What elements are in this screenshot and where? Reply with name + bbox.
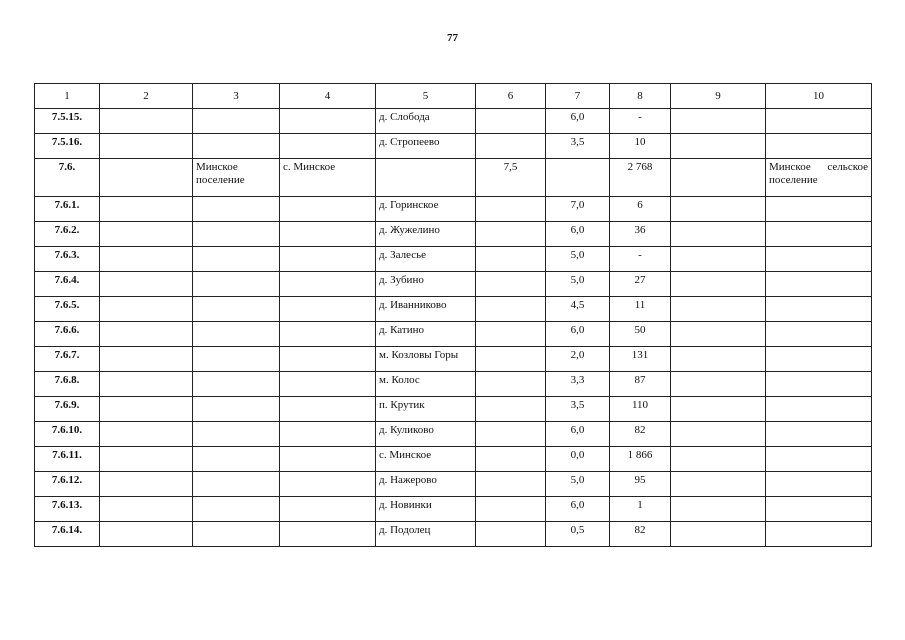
table-cell-c8: 36 <box>610 222 671 247</box>
column-header: 1 <box>35 84 100 109</box>
table-cell-c6 <box>476 397 546 422</box>
table-cell-c2 <box>100 109 193 134</box>
table-cell-c10 <box>766 272 872 297</box>
table-cell-c9 <box>671 522 766 547</box>
table-cell-c6 <box>476 222 546 247</box>
table-row <box>35 397 872 422</box>
table-cell-c1: 7.6.13. <box>35 497 100 522</box>
settlements-table <box>34 83 872 547</box>
table-cell-c1: 7.6.9. <box>35 397 100 422</box>
table-cell-c1: 7.6.7. <box>35 347 100 372</box>
table-cell-c9 <box>671 322 766 347</box>
table-cell-c8: 87 <box>610 372 671 397</box>
table-row <box>35 497 872 522</box>
table-cell-c4 <box>280 247 376 272</box>
table-cell-c5: м. Козловы Горы <box>376 347 476 372</box>
table-row <box>35 297 872 322</box>
table-cell-c2 <box>100 247 193 272</box>
table-cell-c7: 6,0 <box>546 109 610 134</box>
table-row <box>35 134 872 159</box>
table-cell-c4 <box>280 222 376 247</box>
table-cell-c2 <box>100 347 193 372</box>
page-number: 77 <box>447 32 458 44</box>
table-cell-c2 <box>100 497 193 522</box>
table-cell-c4 <box>280 422 376 447</box>
table-cell-c8: 50 <box>610 322 671 347</box>
table-cell-c8: 2 768 <box>610 159 671 197</box>
table-cell-c1: 7.6.8. <box>35 372 100 397</box>
table-cell-c5: п. Крутик <box>376 397 476 422</box>
table-row <box>35 222 872 247</box>
column-header: 8 <box>610 84 671 109</box>
table-cell-c3 <box>193 109 280 134</box>
table-cell-c3 <box>193 447 280 472</box>
table-cell-c9 <box>671 472 766 497</box>
table-cell-c8: 131 <box>610 347 671 372</box>
table-cell-c9 <box>671 347 766 372</box>
table-cell-c4 <box>280 397 376 422</box>
table-row <box>35 347 872 372</box>
table-cell-c8: 82 <box>610 422 671 447</box>
table-cell-c5: д. Куликово <box>376 422 476 447</box>
table-cell-c7: 4,5 <box>546 297 610 322</box>
table-cell-c10 <box>766 197 872 222</box>
table-cell-c5: д. Нажерово <box>376 472 476 497</box>
table-cell-c8: 6 <box>610 197 671 222</box>
table-cell-c6 <box>476 347 546 372</box>
table-cell-c2 <box>100 422 193 447</box>
table-cell-c2 <box>100 197 193 222</box>
table-cell-c8: 110 <box>610 397 671 422</box>
table-row <box>35 159 872 197</box>
table-cell-c10 <box>766 322 872 347</box>
table-cell-c1: 7.6.12. <box>35 472 100 497</box>
table-cell-c10 <box>766 447 872 472</box>
table-cell-c2 <box>100 522 193 547</box>
table-cell-c3 <box>193 397 280 422</box>
table-row <box>35 272 872 297</box>
table-cell-c3 <box>193 322 280 347</box>
table-cell-c7 <box>546 159 610 197</box>
table-cell-c9 <box>671 447 766 472</box>
table-cell-c4 <box>280 109 376 134</box>
table-cell-c4 <box>280 472 376 497</box>
table-cell-c7: 5,0 <box>546 272 610 297</box>
table-cell-c5: д. Зубино <box>376 272 476 297</box>
table-cell-c6 <box>476 197 546 222</box>
table-cell-c10 <box>766 522 872 547</box>
column-header: 9 <box>671 84 766 109</box>
table-cell-c5: д. Жужелино <box>376 222 476 247</box>
table-cell-c4 <box>280 297 376 322</box>
table-cell-c5: д. Новинки <box>376 497 476 522</box>
column-header: 4 <box>280 84 376 109</box>
table-cell-c1: 7.5.16. <box>35 134 100 159</box>
table-cell-c6 <box>476 372 546 397</box>
table-cell-c6 <box>476 522 546 547</box>
table-cell-c10 <box>766 472 872 497</box>
table-cell-c9 <box>671 297 766 322</box>
table-cell-c3 <box>193 197 280 222</box>
table-cell-c9 <box>671 159 766 197</box>
table-cell-c4: с. Минское <box>280 159 376 197</box>
table-cell-c10 <box>766 297 872 322</box>
table-cell-c10 <box>766 422 872 447</box>
table-cell-c7: 3,5 <box>546 397 610 422</box>
table-cell-c8: 1 <box>610 497 671 522</box>
table-cell-c10 <box>766 247 872 272</box>
table-cell-c4 <box>280 497 376 522</box>
table-cell-c2 <box>100 134 193 159</box>
table-cell-c4 <box>280 272 376 297</box>
table-cell-c4 <box>280 347 376 372</box>
table-cell-c5: д. Подолец <box>376 522 476 547</box>
table-cell-c7: 5,0 <box>546 247 610 272</box>
table-cell-c2 <box>100 297 193 322</box>
table-cell-c7: 2,0 <box>546 347 610 372</box>
column-header: 5 <box>376 84 476 109</box>
table-cell-c9 <box>671 497 766 522</box>
table-cell-c3 <box>193 472 280 497</box>
table-cell-c2 <box>100 272 193 297</box>
table-cell-c9 <box>671 222 766 247</box>
table-cell-c1: 7.6. <box>35 159 100 197</box>
table-cell-c10 <box>766 397 872 422</box>
table-cell-c9 <box>671 397 766 422</box>
table-cell-c2 <box>100 372 193 397</box>
table-cell-c3 <box>193 422 280 447</box>
table-cell-c6 <box>476 297 546 322</box>
table-cell-c5: д. Горинское <box>376 197 476 222</box>
table-cell-c1: 7.6.5. <box>35 297 100 322</box>
table-cell-c6: 7,5 <box>476 159 546 197</box>
column-header: 10 <box>766 84 872 109</box>
table-cell-c7: 6,0 <box>546 422 610 447</box>
table-cell-c10 <box>766 347 872 372</box>
table-cell-c3 <box>193 134 280 159</box>
table-cell-c2 <box>100 159 193 197</box>
table-cell-c8: 1 866 <box>610 447 671 472</box>
table-cell-c7: 3,3 <box>546 372 610 397</box>
table-row <box>35 372 872 397</box>
table-row <box>35 472 872 497</box>
table-cell-c5: д. Катино <box>376 322 476 347</box>
table-cell-c5: д. Стропеево <box>376 134 476 159</box>
table-cell-c1: 7.6.14. <box>35 522 100 547</box>
table-cell-c5: д. Слобода <box>376 109 476 134</box>
table-cell-c2 <box>100 397 193 422</box>
table-cell-c6 <box>476 472 546 497</box>
table-cell-c10 <box>766 109 872 134</box>
table-cell-c9 <box>671 372 766 397</box>
table-row <box>35 522 872 547</box>
table-cell-c8: 10 <box>610 134 671 159</box>
table-header-row <box>35 84 872 109</box>
table-row <box>35 322 872 347</box>
table-cell-c2 <box>100 472 193 497</box>
table-cell-c10 <box>766 134 872 159</box>
table-cell-c3 <box>193 522 280 547</box>
table-cell-c1: 7.5.15. <box>35 109 100 134</box>
table-cell-c9 <box>671 109 766 134</box>
table-cell-c4 <box>280 197 376 222</box>
table-cell-c3: Минское поселение <box>193 159 280 197</box>
table-cell-c5 <box>376 159 476 197</box>
column-header: 2 <box>100 84 193 109</box>
table-cell-c3 <box>193 372 280 397</box>
table-cell-c7: 3,5 <box>546 134 610 159</box>
table-cell-c8: 27 <box>610 272 671 297</box>
column-header: 6 <box>476 84 546 109</box>
table-cell-c6 <box>476 109 546 134</box>
table-cell-c3 <box>193 297 280 322</box>
table-cell-c7: 7,0 <box>546 197 610 222</box>
table-cell-c10: Минское сельское поселение <box>766 159 872 197</box>
table-cell-c5: д. Иванниково <box>376 297 476 322</box>
table-cell-c4 <box>280 134 376 159</box>
table-row <box>35 422 872 447</box>
table-cell-c6 <box>476 447 546 472</box>
table-cell-c6 <box>476 422 546 447</box>
table-cell-c1: 7.6.11. <box>35 447 100 472</box>
table-cell-c4 <box>280 447 376 472</box>
table-cell-c3 <box>193 347 280 372</box>
table-cell-c3 <box>193 497 280 522</box>
table-row <box>35 109 872 134</box>
table-cell-c6 <box>476 322 546 347</box>
table-cell-c1: 7.6.3. <box>35 247 100 272</box>
table-cell-c5: д. Залесье <box>376 247 476 272</box>
table-cell-c6 <box>476 247 546 272</box>
table-cell-c1: 7.6.1. <box>35 197 100 222</box>
table-cell-c2 <box>100 222 193 247</box>
table-cell-c2 <box>100 447 193 472</box>
table-cell-c3 <box>193 247 280 272</box>
table-cell-c7: 6,0 <box>546 497 610 522</box>
table-cell-c7: 6,0 <box>546 322 610 347</box>
table-cell-c4 <box>280 372 376 397</box>
table-cell-c8: 95 <box>610 472 671 497</box>
table-cell-c4 <box>280 522 376 547</box>
table-cell-c10 <box>766 372 872 397</box>
table-row <box>35 247 872 272</box>
table-cell-c8: - <box>610 109 671 134</box>
table-cell-c3 <box>193 272 280 297</box>
table-cell-c6 <box>476 272 546 297</box>
table-cell-c1: 7.6.10. <box>35 422 100 447</box>
table-cell-c5: м. Колос <box>376 372 476 397</box>
table-cell-c9 <box>671 247 766 272</box>
table-cell-c10 <box>766 222 872 247</box>
column-header: 7 <box>546 84 610 109</box>
table-cell-c1: 7.6.2. <box>35 222 100 247</box>
table-cell-c2 <box>100 322 193 347</box>
column-header: 3 <box>193 84 280 109</box>
table-row <box>35 197 872 222</box>
table-cell-c6 <box>476 497 546 522</box>
table-cell-c9 <box>671 422 766 447</box>
table-cell-c8: - <box>610 247 671 272</box>
table-cell-c5: с. Минское <box>376 447 476 472</box>
table-cell-c9 <box>671 197 766 222</box>
table-cell-c7: 0,5 <box>546 522 610 547</box>
table-cell-c8: 11 <box>610 297 671 322</box>
table-cell-c9 <box>671 272 766 297</box>
table-cell-c7: 6,0 <box>546 222 610 247</box>
table-cell-c8: 82 <box>610 522 671 547</box>
table-cell-c1: 7.6.6. <box>35 322 100 347</box>
table-cell-c7: 5,0 <box>546 472 610 497</box>
table-cell-c6 <box>476 134 546 159</box>
table-cell-c10 <box>766 497 872 522</box>
table-cell-c9 <box>671 134 766 159</box>
table-cell-c4 <box>280 322 376 347</box>
table-cell-c7: 0,0 <box>546 447 610 472</box>
table-row <box>35 447 872 472</box>
table-cell-c1: 7.6.4. <box>35 272 100 297</box>
table-cell-c3 <box>193 222 280 247</box>
